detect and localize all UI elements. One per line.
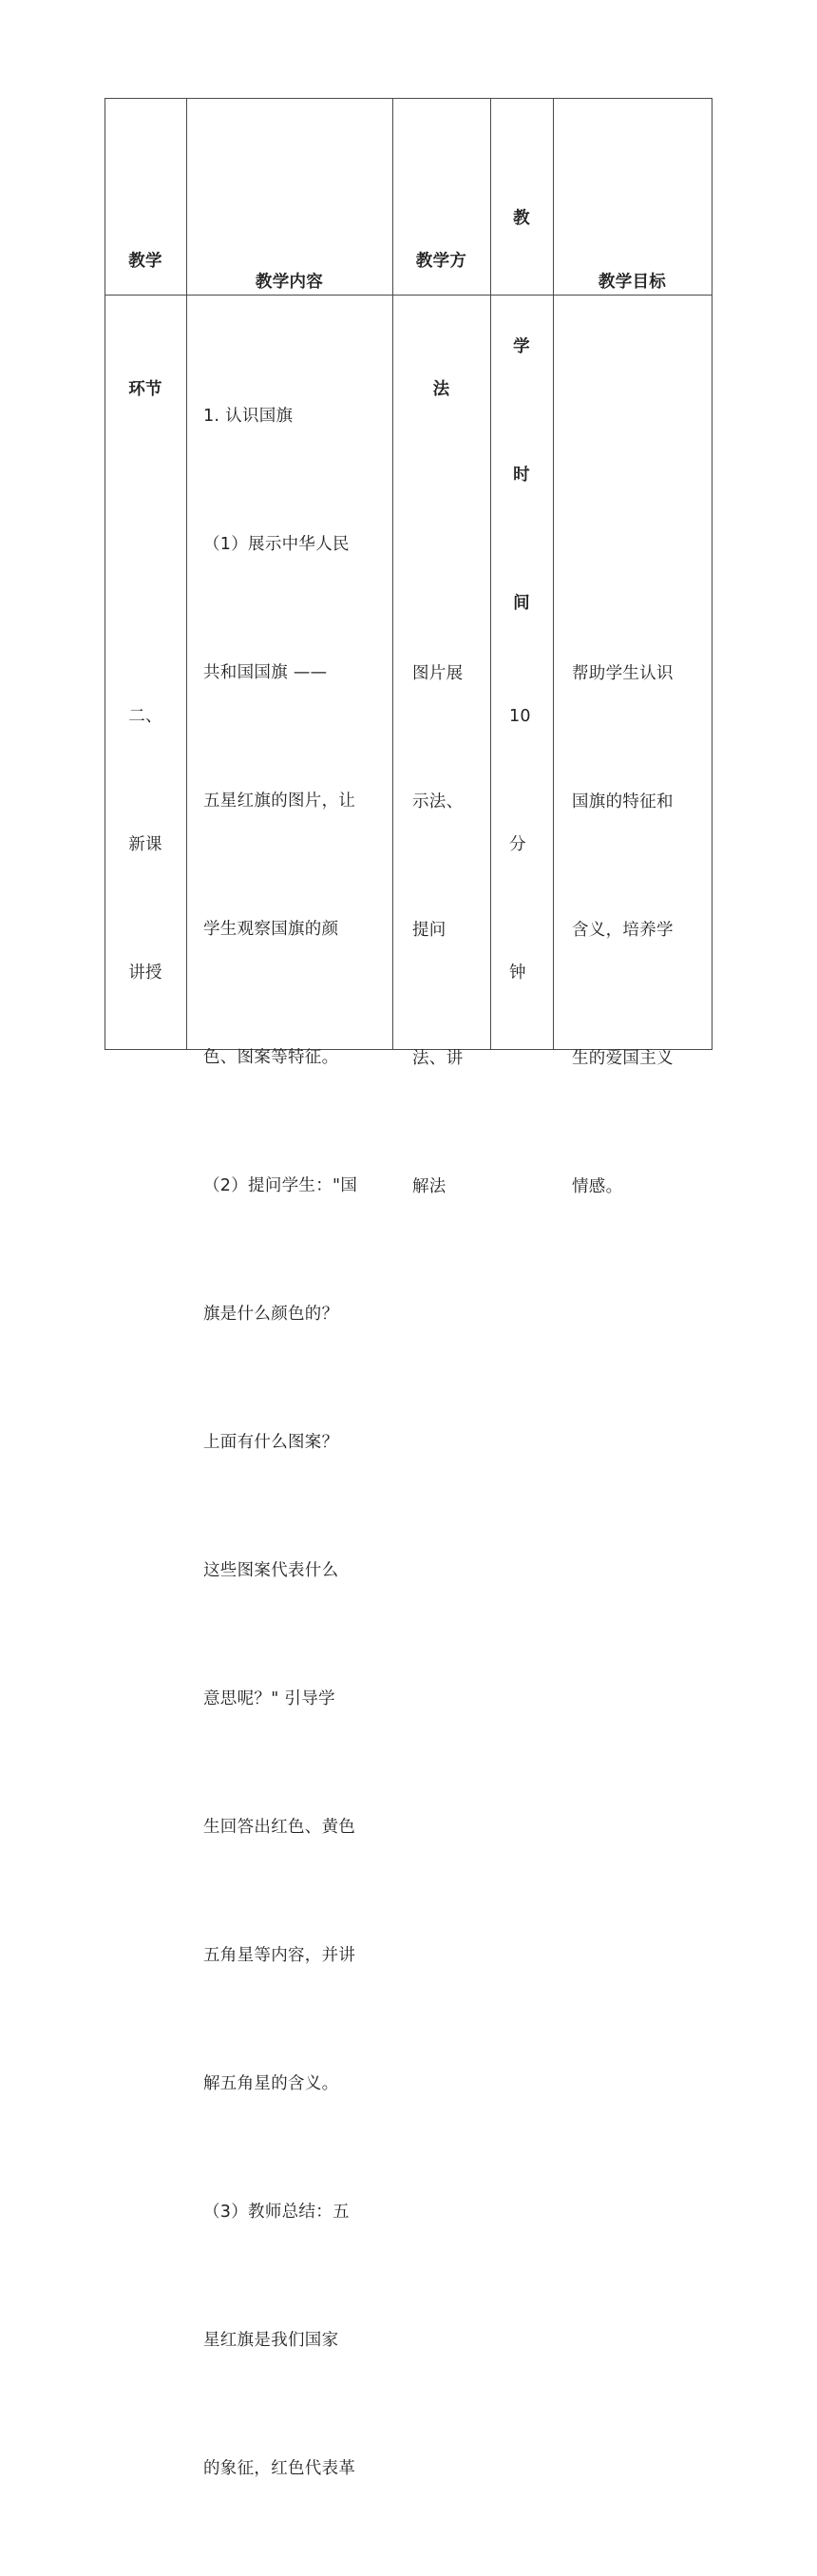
row-content-line-10: 这些图案代表什么 [203, 1561, 339, 1580]
header-method-line-1: 教学方 [415, 252, 467, 271]
row-content-line-9: 上面有什么图案？ [203, 1433, 339, 1452]
lesson-plan-table [104, 98, 712, 2478]
header-section [104, 155, 186, 497]
header-time-line-2: 学 [513, 337, 530, 356]
header-section-line-2: 环节 [128, 380, 162, 399]
row-section-line-3: 讲授 [128, 964, 162, 983]
row-method-line-4: 法、讲 [412, 1049, 464, 1068]
table-border-top [104, 98, 712, 99]
row-goal-line-3: 含义，培养学 [572, 921, 674, 940]
row-content-line-4: 五星红旗的图片，让 [203, 792, 356, 811]
header-section-line-1: 教学 [128, 252, 162, 271]
header-time-line-4: 间 [513, 594, 530, 613]
header-method-line-2: 法 [432, 380, 450, 399]
row-goal-line-5: 情感。 [572, 1177, 623, 1196]
row-content-line-15: （3）教师总结：五 [203, 2203, 350, 2222]
row-content-line-2: （1）展示中华人民 [203, 535, 350, 554]
row-content-line-16: 星红旗是我们国家 [203, 2331, 339, 2350]
row-content-line-1: 1. 认识国旗 [203, 407, 294, 426]
header-content-line-1: 教学内容 [255, 273, 324, 292]
row-time-line-1: 10 [509, 707, 531, 726]
row-method-line-3: 提问 [412, 921, 446, 940]
row-content-line-8: 旗是什么颜色的？ [203, 1305, 339, 1324]
row-method [412, 567, 488, 1294]
header-goal-line-1: 教学目标 [598, 273, 667, 292]
header-time-line-1: 教 [513, 209, 530, 228]
row-goal [572, 567, 710, 1294]
row-content-line-14: 解五角星的含义。 [203, 2074, 339, 2093]
row-time [509, 610, 551, 1080]
row-content-line-11: 意思呢？" 引导学 [203, 1689, 335, 1708]
row-goal-line-4: 生的爱国主义 [572, 1049, 674, 1068]
row-method-line-5: 解法 [412, 1177, 446, 1196]
row-method-line-1: 图片展 [412, 664, 464, 683]
row-method-line-2: 示法、 [412, 792, 464, 811]
row-content-line-3: 共和国国旗 —— [203, 663, 328, 682]
row-goal-line-1: 帮助学生认识 [572, 664, 674, 683]
row-content-line-12: 生回答出红色、黄色 [203, 1818, 356, 1837]
row-content [203, 310, 390, 2576]
row-time-line-2: 分 [509, 835, 526, 854]
row-time-line-3: 钟 [509, 964, 526, 983]
row-content-line-7: （2）提问学生："国 [203, 1176, 358, 1195]
row-content-line-17: 的象征，红色代表革 [203, 2459, 356, 2478]
row-content-line-6: 色、图案等特征。 [203, 1048, 339, 1067]
row-section-line-2: 新课 [128, 835, 162, 854]
header-time-line-3: 时 [513, 466, 530, 485]
row-content-line-5: 学生观察国旗的颜 [203, 920, 339, 939]
row-section [104, 610, 186, 1080]
header-goal [553, 176, 712, 390]
row-goal-line-2: 国旗的特征和 [572, 792, 674, 811]
header-method [392, 155, 490, 497]
row-section-line-1: 二、 [128, 707, 162, 726]
row-content-line-13: 五角星等内容，并讲 [203, 1946, 356, 1965]
